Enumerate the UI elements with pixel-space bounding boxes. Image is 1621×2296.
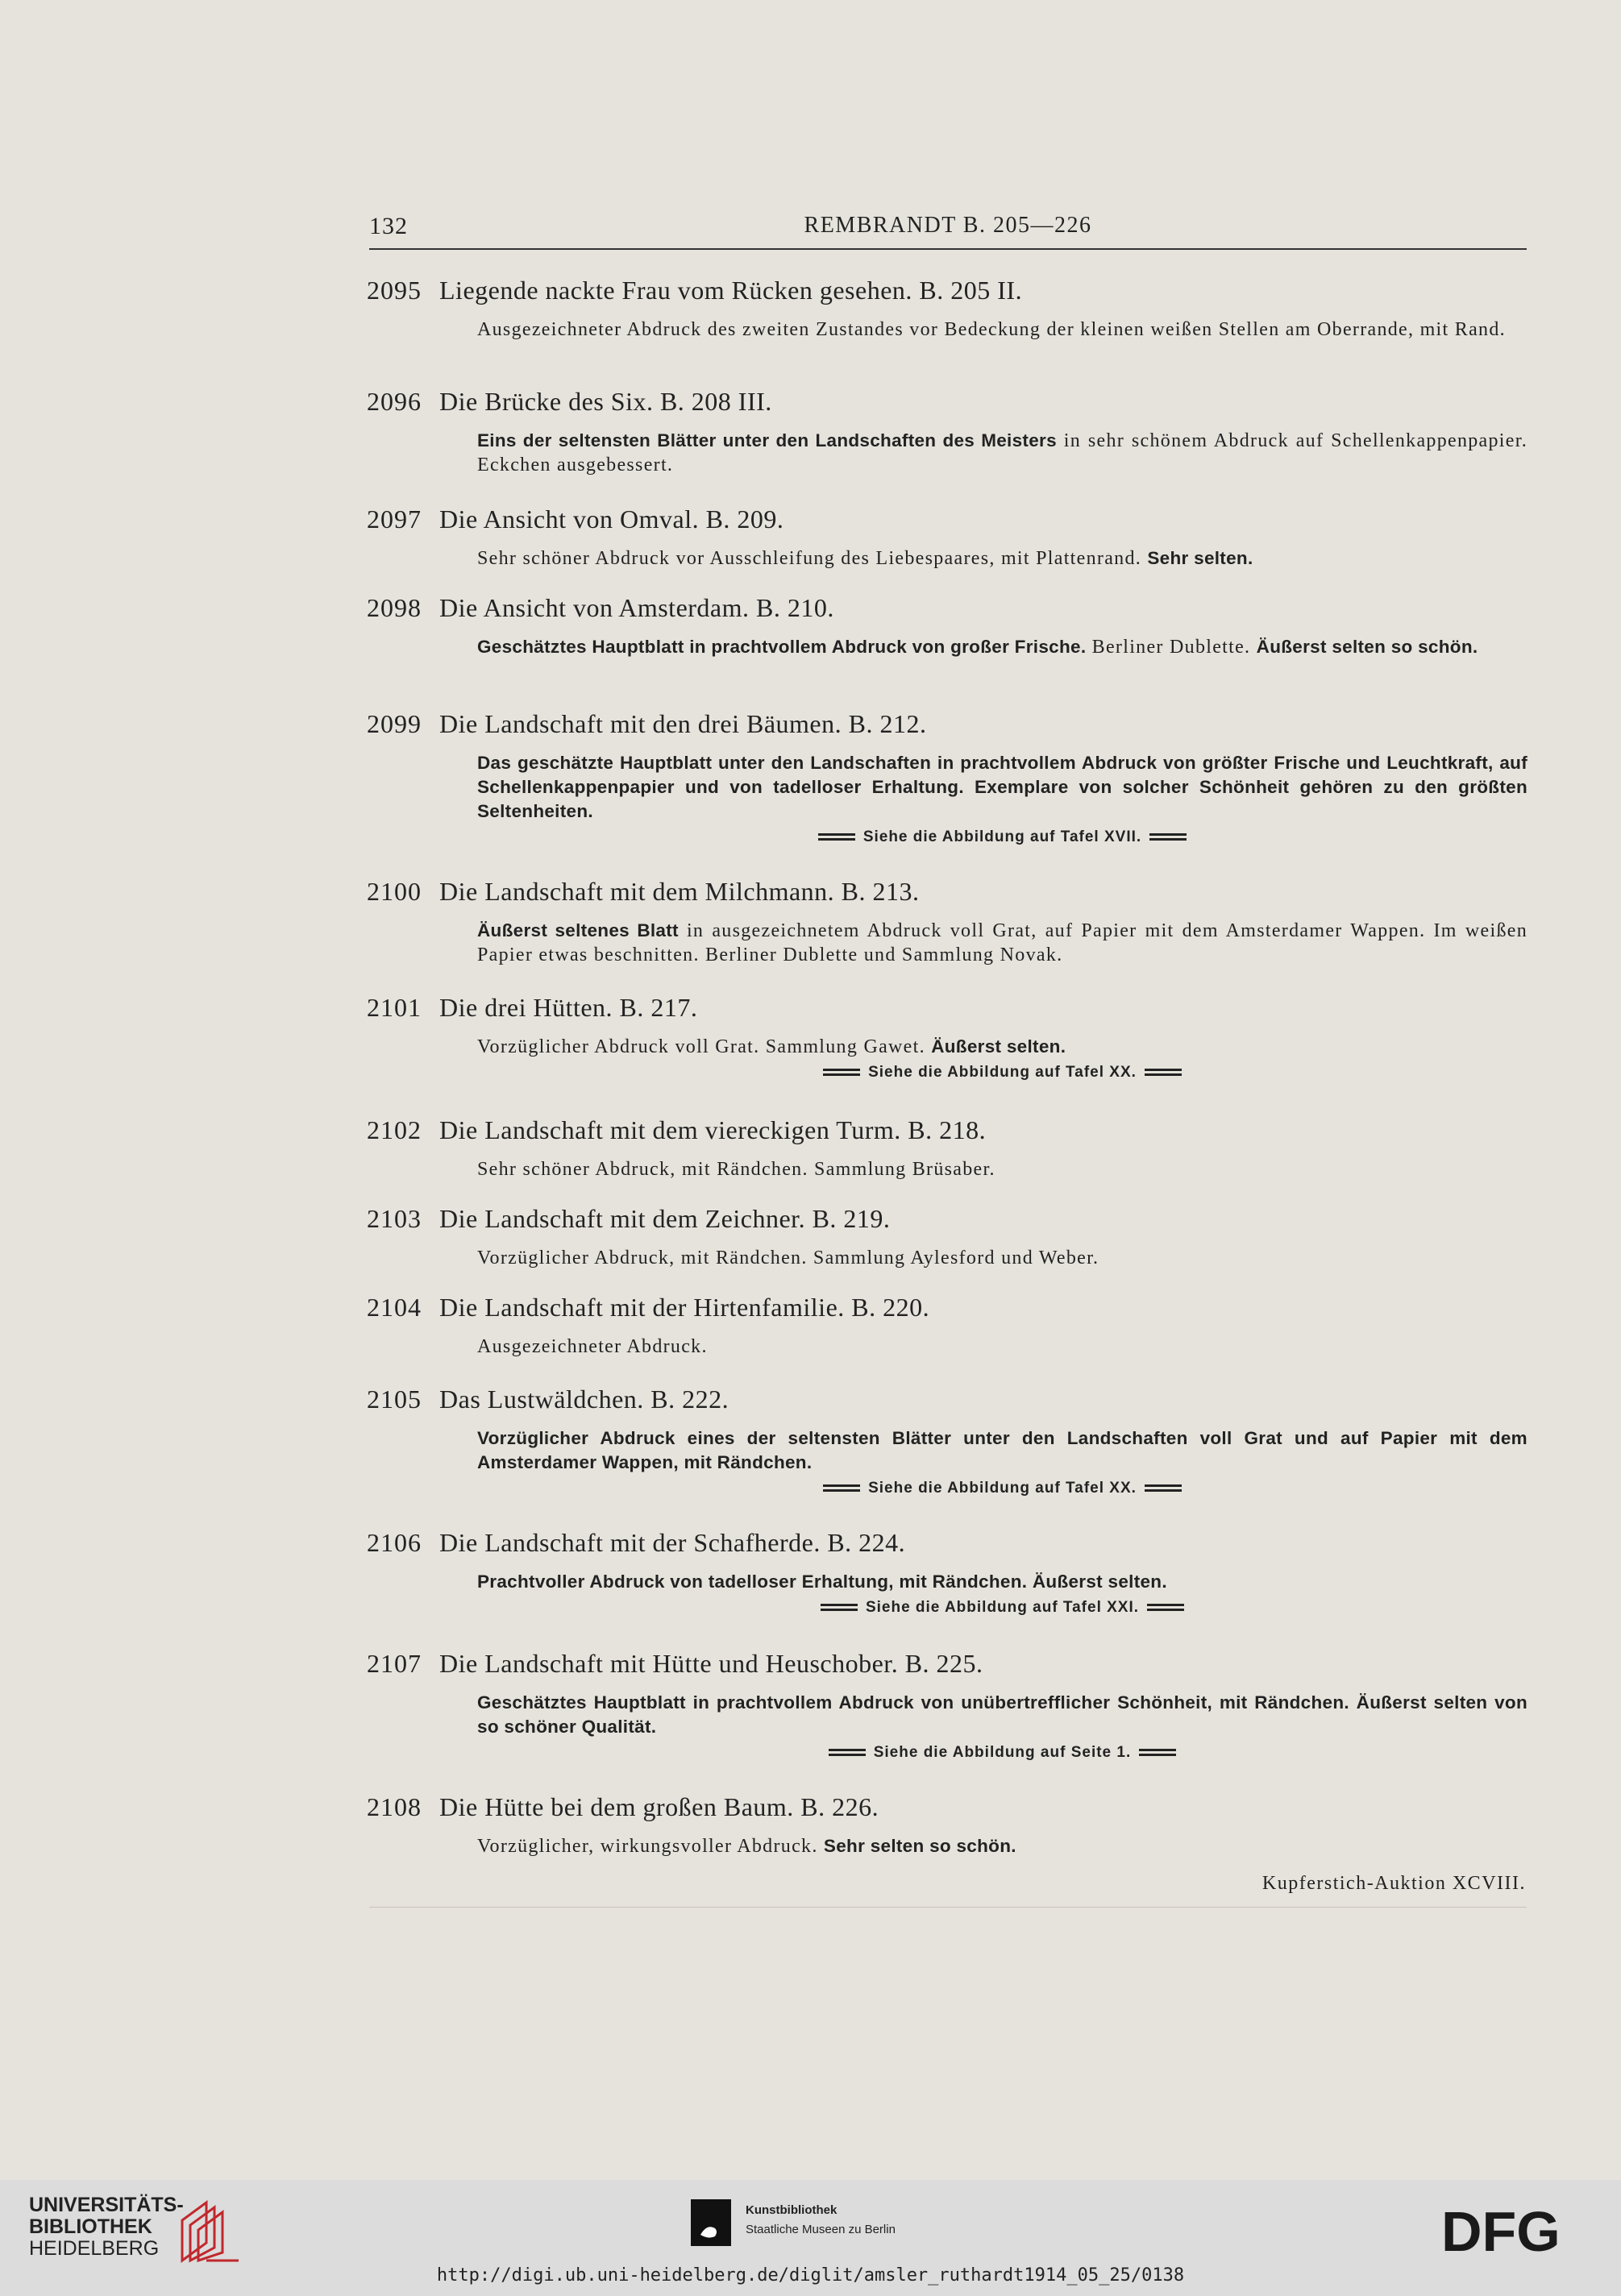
lot-number: 2107 xyxy=(367,1649,422,1678)
lot-title: Die Ansicht von Amsterdam. B. 210. xyxy=(439,593,834,622)
lot-title: Die Landschaft mit dem Milchmann. B. 213. xyxy=(439,877,920,906)
catalog-entry xyxy=(367,877,1527,967)
digitization-bar: UNIVERSITÄTS- BIBLIOTHEK HEIDELBERG Kunstbibliothek Staatliche Museen zu Berlin DFG http://digi.ub.uni-heidelberg.de/diglit/amsler_ruthardt1914_05_25/0138 xyxy=(0,2180,1621,2296)
lot-title: Die Landschaft mit dem Zeichner. B. 219. xyxy=(439,1204,891,1233)
catalog-entry xyxy=(367,1528,1527,1620)
lot-description: Sehr schöner Abdruck, mit Rändchen. Sammlung Brüsaber. xyxy=(477,1159,995,1180)
lot-title: Die Landschaft mit der Hirtenfamilie. B. 220. xyxy=(439,1293,930,1322)
lot-title: Die drei Hütten. B. 217. xyxy=(439,993,698,1022)
lot-number: 2097 xyxy=(367,504,422,534)
svg-text:DFG: DFG xyxy=(1441,2204,1561,2257)
catalog-entry xyxy=(367,709,1527,849)
lot-title: Die Landschaft mit den drei Bäumen. B. 212. xyxy=(439,709,927,738)
lot-number: 2106 xyxy=(367,1528,422,1557)
lot-number: 2101 xyxy=(367,993,422,1022)
lot-number: 2095 xyxy=(367,276,422,305)
page-header xyxy=(369,213,1527,250)
dfg-logo-icon xyxy=(1441,2204,1594,2257)
lot-number: 2099 xyxy=(367,709,422,738)
catalog-entry xyxy=(367,1204,1527,1270)
lot-number: 2100 xyxy=(367,877,422,906)
lot-description: Vorzüglicher Abdruck, mit Rändchen. Sammlung Aylesford und Weber. xyxy=(477,1248,1099,1268)
running-title: REMBRANDT B. 205—226 xyxy=(804,213,1092,238)
lot-title: Die Ansicht von Omval. B. 209. xyxy=(439,504,784,534)
lot-number: 2102 xyxy=(367,1115,422,1144)
catalog-entry xyxy=(367,1115,1527,1181)
lot-description: Geschätztes Hauptblatt in prachtvollem Abdruck von unübertrefflicher Schönheit, mit Rändchen. Äußerst selten von so schöner Qualität. xyxy=(477,1692,1527,1737)
catalog-entry xyxy=(367,993,1527,1085)
illustration-reference: Siehe die Abbildung auf Tafel XVII. xyxy=(477,825,1527,849)
lot-description: Ausgezeichneter Abdruck. xyxy=(477,1336,708,1357)
permalink-url[interactable]: http://digi.ub.uni-heidelberg.de/diglit/amsler_ruthardt1914_05_25/0138 xyxy=(436,2265,1185,2286)
lot-description: Vorzüglicher Abdruck voll Grat. Sammlung Gawet. Äußerst selten. xyxy=(477,1036,1066,1057)
catalog-entry xyxy=(367,276,1527,342)
lot-title: Die Brücke des Six. B. 208 III. xyxy=(439,387,772,416)
lot-title: Die Landschaft mit Hütte und Heuschober. B. 225. xyxy=(439,1649,983,1678)
lot-description: Vorzüglicher Abdruck eines der seltensten Blätter unter den Landschaften voll Grat und auf Papier mit dem Amsterdamer Wappen, mit Rändchen. xyxy=(477,1428,1527,1472)
lot-title: Die Hütte bei dem großen Baum. B. 226. xyxy=(439,1792,879,1821)
catalog-entry xyxy=(367,387,1527,477)
lot-number: 2105 xyxy=(367,1385,422,1414)
book-emblem-icon xyxy=(174,2196,247,2265)
kunstbibliothek-eagle-icon xyxy=(691,2199,731,2246)
lot-number: 2108 xyxy=(367,1792,422,1821)
lot-number: 2098 xyxy=(367,593,422,622)
lot-description: Prachtvoller Abdruck von tadelloser Erhaltung, mit Rändchen. Äußerst selten. xyxy=(477,1571,1167,1592)
lot-description: Das geschätzte Hauptblatt unter den Landschaften in prachtvollem Abdruck von größter Frische und Leuchtkraft, auf Schellenkappenpapier und von tadelloser Erhaltung. Exemplare von solcher Schönheit gehören zu den größten Seltenheiten. xyxy=(477,753,1527,821)
lot-description: Ausgezeichneter Abdruck des zweiten Zustandes vor Bedeckung der kleinen weißen Stellen am Oberrande, mit Rand. xyxy=(477,319,1506,340)
illustration-reference: Siehe die Abbildung auf Seite 1. xyxy=(477,1741,1527,1765)
dfg-logo[interactable] xyxy=(1441,2204,1594,2261)
heidelberg-library-logo[interactable]: UNIVERSITÄTS- BIBLIOTHEK HEIDELBERG xyxy=(29,2194,184,2260)
lot-number: 2096 xyxy=(367,387,422,416)
lot-title: Die Landschaft mit der Schafherde. B. 224. xyxy=(439,1528,906,1557)
page-number: 132 xyxy=(369,213,408,239)
illustration-reference: Siehe die Abbildung auf Tafel XX. xyxy=(477,1476,1527,1501)
lot-number: 2104 xyxy=(367,1293,422,1322)
catalog-entry xyxy=(367,1792,1527,1858)
catalog-entry xyxy=(367,1385,1527,1501)
lot-title: Das Lustwäldchen. B. 222. xyxy=(439,1385,729,1414)
lot-description: Vorzüglicher, wirkungsvoller Abdruck. Sehr selten so schön. xyxy=(477,1836,1016,1857)
illustration-reference: Siehe die Abbildung auf Tafel XXI. xyxy=(477,1596,1527,1620)
catalog-entry xyxy=(367,1293,1527,1359)
lot-title: Die Landschaft mit dem viereckigen Turm. B. 218. xyxy=(439,1115,987,1144)
catalog-signature: Kupferstich-Auktion XCVIII. xyxy=(1261,1873,1526,1894)
lot-description: Eins der seltensten Blätter unter den Landschaften des Meisters in sehr schönem Abdruck auf Schellenkappenpapier. Eckchen ausgebessert. xyxy=(477,430,1527,475)
lot-title: Liegende nackte Frau vom Rücken gesehen. B. 205 II. xyxy=(439,276,1023,305)
lot-description: Äußerst seltenes Blatt in ausgezeichnetem Abdruck voll Grat, auf Papier mit dem Amsterdamer Wappen. Im weißen Papier etwas beschnitten. Berliner Dublette und Sammlung Novak. xyxy=(477,920,1528,965)
bottom-rule xyxy=(369,1907,1527,1908)
lot-number: 2103 xyxy=(367,1204,422,1233)
catalog-entry xyxy=(367,593,1527,659)
lot-description: Sehr schöner Abdruck vor Ausschleifung des Liebespaares, mit Plattenrand. Sehr selten. xyxy=(477,548,1253,569)
lot-description: Geschätztes Hauptblatt in prachtvollem Abdruck von großer Frische. Berliner Dublette. Äußerst selten so schön. xyxy=(477,637,1478,658)
catalog-entry xyxy=(367,504,1527,571)
illustration-reference: Siehe die Abbildung auf Tafel XX. xyxy=(477,1061,1527,1085)
catalog-entry xyxy=(367,1649,1527,1765)
